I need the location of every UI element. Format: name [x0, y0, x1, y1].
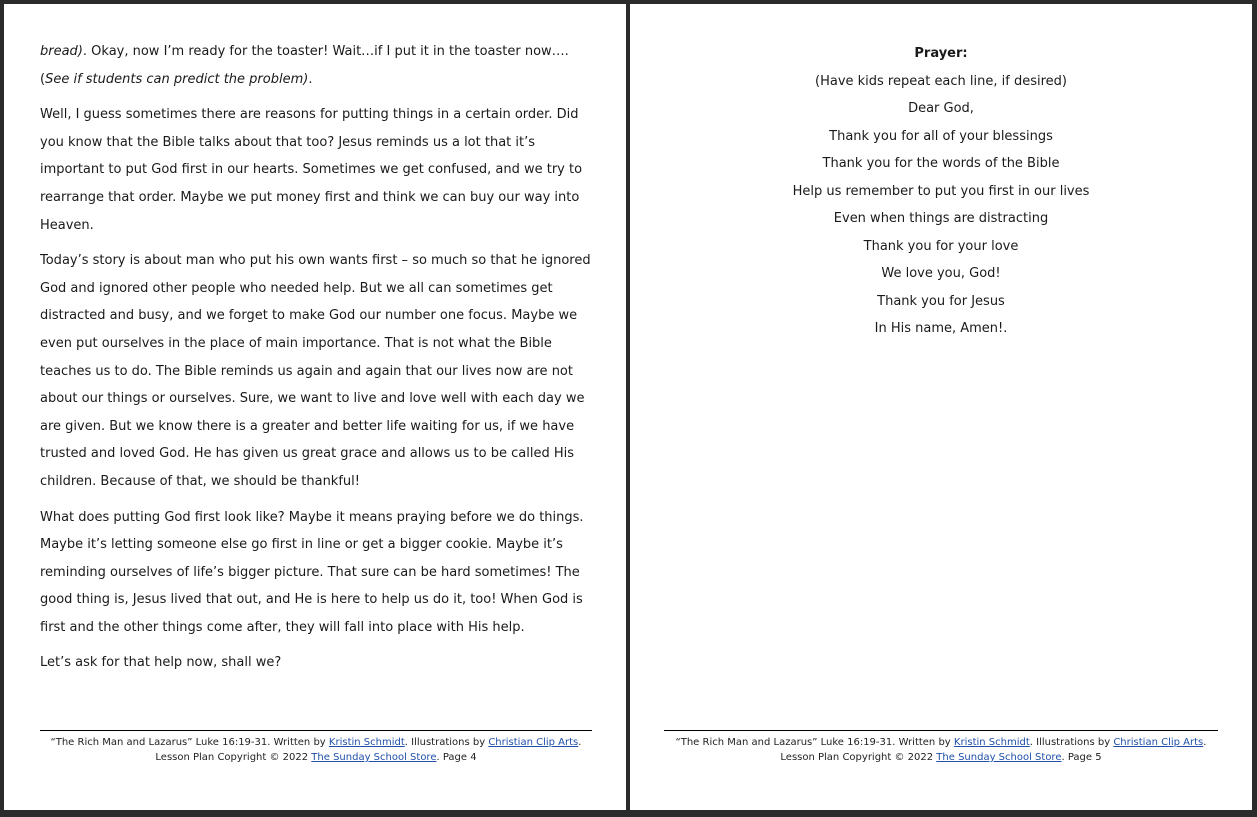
- text-run: . Okay, now I’m ready for the toaster! Wait…if I put it in the toaster now…. (: [40, 44, 569, 87]
- illustrator-link[interactable]: Christian Clip Arts: [488, 737, 579, 748]
- illustrator-link[interactable]: Christian Clip Arts: [1113, 737, 1204, 748]
- footer-text: . Lesson Plan Copyright © 2022: [780, 737, 1207, 763]
- prayer-title: Prayer:: [914, 46, 968, 61]
- footer-text: “The Rich Man and Lazarus” Luke 16:19-31. Written by: [675, 737, 954, 748]
- prayer-line: (Have kids repeat each line, if desired): [815, 73, 1067, 89]
- paragraph-3: [40, 247, 592, 495]
- text-run: bread): [40, 44, 83, 59]
- paragraph-4: [40, 504, 592, 642]
- footer-text: . Lesson Plan Copyright © 2022: [155, 737, 582, 763]
- text-run: Well, I guess sometimes there are reasons for putting things in a certain order. Did you know that the Bible talks about that too? Jesus reminds us a lot that it’s important to put God first in our hearts. Sometimes we get confused, and we try to rearrange that order. Maybe we put money first and think we can buy our way into Heaven.: [40, 107, 583, 233]
- page-footer: [664, 730, 1218, 765]
- page-number: . Page 4: [436, 752, 477, 763]
- lesson-body: [40, 38, 592, 685]
- author-link[interactable]: Kristin Schmidt: [328, 737, 405, 748]
- prayer-line: Thank you for all of your blessings: [829, 128, 1053, 144]
- page-5: [630, 4, 1252, 810]
- prayer-line: In His name, Amen!.: [874, 321, 1008, 336]
- paragraph-5: [40, 649, 592, 677]
- page-number: . Page 5: [1061, 752, 1102, 763]
- text-run: Let’s ask for that help now, shall we?: [40, 655, 282, 671]
- page-footer: [40, 730, 592, 765]
- text-run: Today’s story is about man who put his own wants first – so much so that he ignored God and ignored other people who needed help. But we all can sometimes get distracted and busy, and we forget to make God our number one focus. Maybe we even put ourselves in the place of main importance. That is not what the Bible teaches us to do. The Bible reminds us again and again that our lives now are not about our things or ourselves. Sure, we want to live and love well with each day we are given. But we know there is a greater and better life waiting for us, if we have trusted and loved God. He has given us great grace and allows us to be called His children. Because of that, we should be thankful!: [40, 253, 591, 489]
- prayer-line: Thank you for your love: [863, 238, 1019, 254]
- paragraph-2: [40, 101, 592, 239]
- footer-text: . Illustrations by: [1029, 737, 1114, 748]
- store-link[interactable]: The Sunday School Store: [936, 752, 1062, 763]
- text-run: See if students can predict the problem): [45, 71, 309, 87]
- prayer-line: Thank you for the words of the Bible: [822, 156, 1060, 171]
- paragraph-1: [40, 38, 592, 93]
- prayer-line: Help us remember to put you first in our lives: [792, 183, 1090, 199]
- footer-text: . Illustrations by: [404, 737, 489, 748]
- prayer-line: Dear God,: [908, 101, 974, 116]
- prayer-line: We love you, God!: [881, 266, 1001, 281]
- text-run: What does putting God first look like? Maybe it means praying before we do things. Maybe it’s letting someone else go first in line or get a bigger cookie. Maybe it’s reminding ourselves of life’s bigger picture. That sure can be hard sometimes! The good thing is, Jesus lived that out, and He is here to help us do it, too! When God is first and the other things come after, they will fall into place with His help.: [40, 509, 584, 635]
- prayer-line: Thank you for Jesus: [877, 293, 1005, 309]
- author-link[interactable]: Kristin Schmidt: [953, 737, 1030, 748]
- page-4: [4, 4, 626, 810]
- prayer-line: Even when things are distracting: [833, 211, 1049, 226]
- store-link[interactable]: The Sunday School Store: [311, 752, 437, 763]
- prayer-section: [630, 40, 1252, 343]
- text-run: .: [308, 71, 313, 87]
- footer-text: “The Rich Man and Lazarus” Luke 16:19-31. Written by: [50, 737, 329, 748]
